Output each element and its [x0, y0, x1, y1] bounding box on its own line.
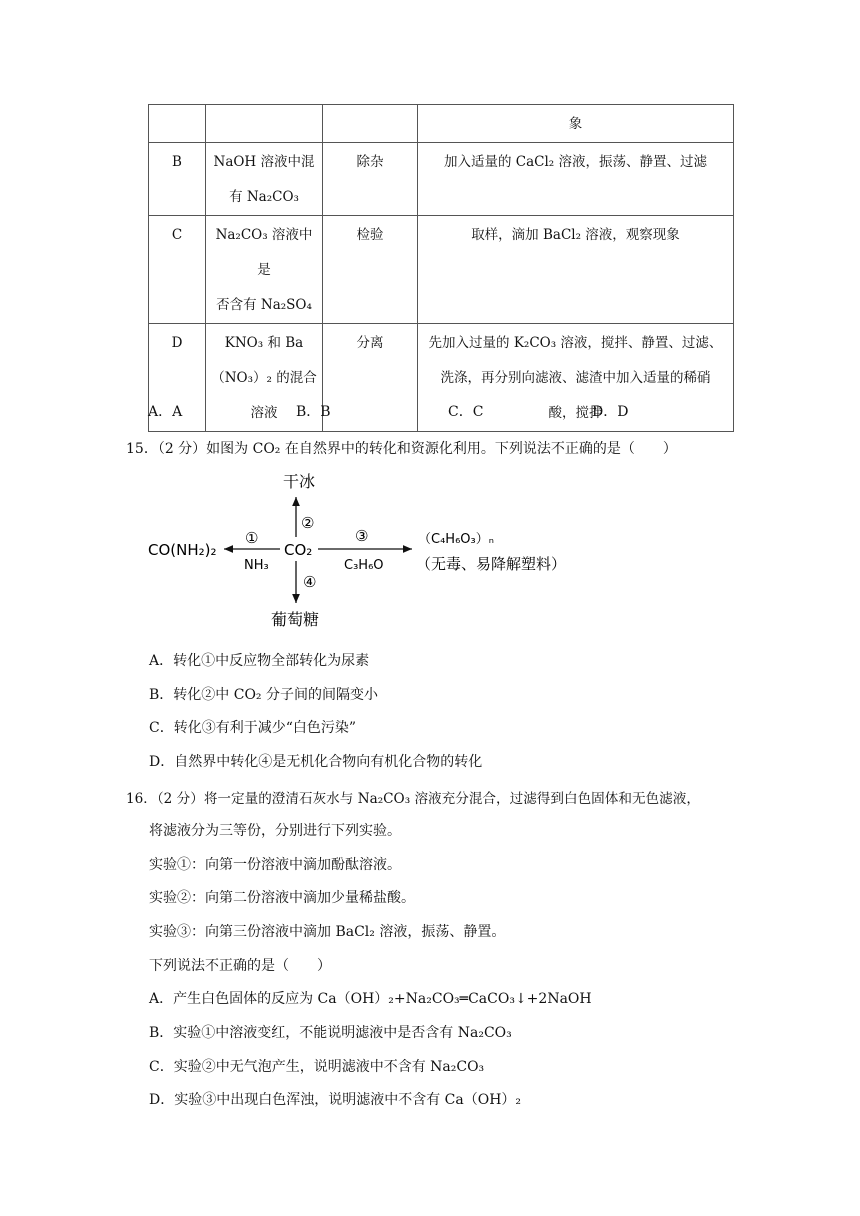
object-line: （NO₃）₂ 的混合 [211, 370, 317, 386]
method-line: 取样，滴加 BaCl₂ 溶液，观察现象 [471, 227, 680, 243]
row-label [149, 105, 206, 143]
node-dry-ice: 干冰 [283, 472, 316, 491]
object-line: 有 Na₂CO₃ [229, 189, 299, 205]
row-label: B [149, 143, 206, 216]
option-d[interactable]: D．D [592, 404, 629, 420]
q16-option-a[interactable]: A．产生白色固体的反应为 Ca（OH）₂+Na₂CO₃═CaCO₃↓+2NaOH [149, 991, 592, 1007]
node-glucose: 葡萄糖 [271, 610, 320, 629]
q16-option-b[interactable]: B．实验①中溶液变红，不能说明滤液中是否含有 Na₂CO₃ [149, 1025, 512, 1041]
co2-conversion-diagram [140, 465, 600, 635]
q16-option-c[interactable]: C．实验②中无气泡产生，说明滤液中不含有 Na₂CO₃ [149, 1059, 485, 1075]
object-line: NaOH 溶液中混 [213, 154, 315, 170]
table-row [149, 105, 734, 143]
row-purpose: 除杂 [323, 143, 418, 216]
row-label: D [149, 324, 206, 432]
method-line: 酸，搅拌 [548, 405, 603, 421]
experiment-3: 实验③：向第三份溶液中滴加 BaCl₂ 溶液，振荡、静置。 [149, 924, 506, 940]
row-object [206, 216, 323, 324]
experiment-2: 实验②：向第二份溶液中滴加少量稀盐酸。 [149, 890, 415, 906]
q15-option-a[interactable]: A．转化①中反应物全部转化为尿素 [149, 653, 370, 669]
arrow-4-number: ④ [303, 573, 317, 591]
table-row [149, 324, 734, 432]
experiment-1: 实验①：向第一份溶液中滴加酚酞溶液。 [149, 857, 401, 873]
row-object [206, 143, 323, 216]
row-method [418, 216, 734, 324]
experiment-table [148, 104, 734, 432]
row-purpose: 检验 [323, 216, 418, 324]
row-method [418, 105, 734, 143]
arrow-2-number: ② [301, 514, 315, 532]
method-line: 洗涤，再分别向滤液、滤渣中加入适量的稀硝 [440, 370, 711, 386]
method-line: 象 [568, 116, 583, 132]
q16-option-d[interactable]: D．实验③中出现白色浑浊，说明滤液中不含有 Ca（OH）₂ [149, 1092, 522, 1108]
row-label: C [149, 216, 206, 324]
row-method [418, 143, 734, 216]
question-15-stem: 15．（2 分）如图为 CO₂ 在自然界中的转化和资源化利用。下列说法不正确的是（ ） [126, 441, 677, 457]
node-plastic-note: （无毒、易降解塑料） [416, 555, 567, 573]
q15-option-d[interactable]: D．自然界中转化④是无机化合物向有机化合物的转化 [149, 754, 483, 770]
object-line: 溶液 [250, 405, 278, 421]
method-line: 先加入过量的 K₂CO₃ 溶液，搅拌、静置、过滤、 [428, 335, 723, 351]
method-line: 加入适量的 CaCl₂ 溶液，振荡、静置、过滤 [443, 154, 708, 170]
row-purpose [323, 105, 418, 143]
node-plastic-formula: （C₄H₆O₃）ₙ [418, 532, 494, 547]
object-line: Na₂CO₃ 溶液中是 [215, 227, 313, 278]
q15-option-b[interactable]: B．转化②中 CO₂ 分子间的间隔变小 [149, 687, 378, 703]
arrow-1-number: ① [245, 529, 259, 547]
node-co2: CO₂ [284, 541, 313, 559]
arrow-1-reagent: NH₃ [244, 558, 269, 573]
table-row [149, 143, 734, 216]
table-row [149, 216, 734, 324]
option-c[interactable]: C．C [448, 404, 484, 420]
row-purpose: 分离 [323, 324, 418, 432]
row-object [206, 105, 323, 143]
question-16-stem-line1: 16．（2 分）将一定量的澄清石灰水与 Na₂CO₃ 溶液充分混合，过滤得到白色固体和无色滤液， [126, 791, 700, 807]
question-16-stem-line2: 将滤液分为三等份，分别进行下列实验。 [149, 823, 401, 839]
arrow-3-number: ③ [355, 527, 369, 545]
option-b[interactable]: B．B [296, 404, 331, 420]
q15-option-c[interactable]: C．转化③有利于减少“白色污染” [149, 720, 357, 736]
arrow-3-reagent: C₃H₆O [344, 558, 384, 573]
question-16-ask: 下列说法不正确的是（ ） [149, 958, 331, 974]
node-urea: CO(NH₂)₂ [148, 541, 217, 559]
object-line: KNO₃ 和 Ba [224, 335, 304, 351]
object-line: 否含有 Na₂SO₄ [216, 297, 312, 313]
option-a[interactable]: A．A [148, 404, 183, 420]
